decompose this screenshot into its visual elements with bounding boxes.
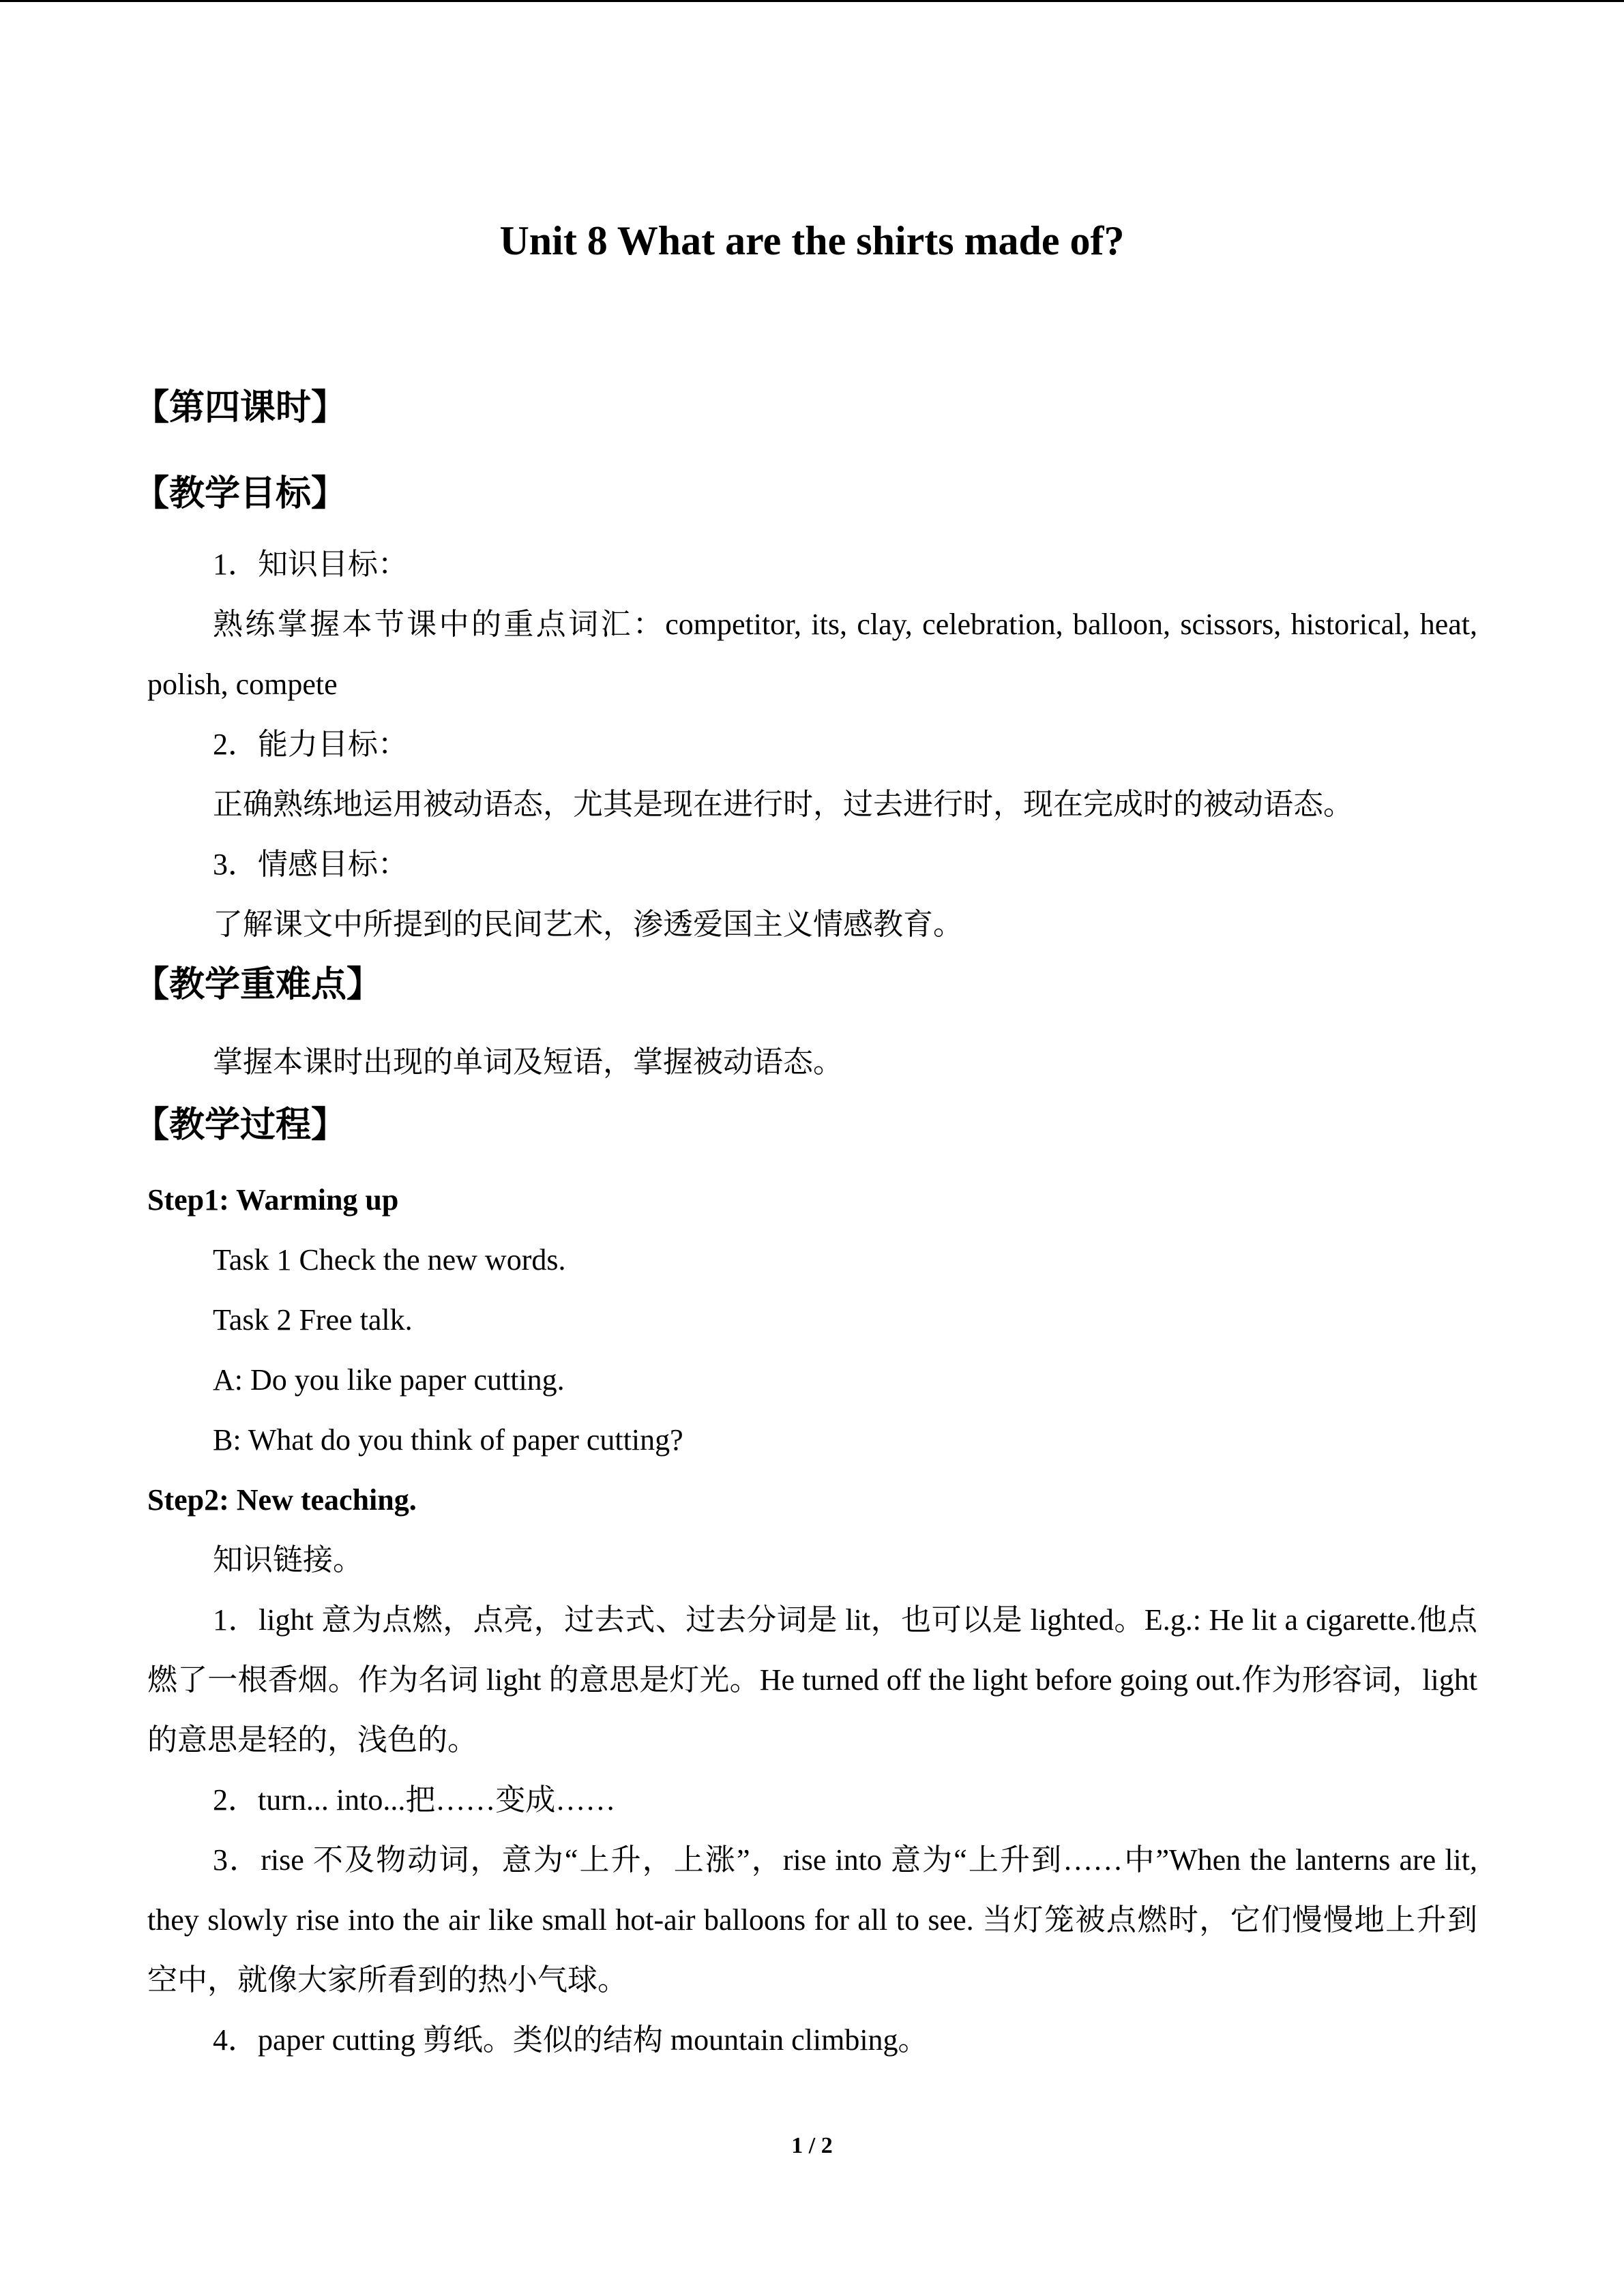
objective-knowledge-label: 1．知识目标： [213, 548, 408, 581]
step2-item-light: 1．light 意为点燃，点亮，过去式、过去分词是 lit，也可以是 lighted。E.g.: He lit a cigarette.他点燃了一根香烟。作为名词 light 的意思是灯光。He turned off the light before going out.作为形容词，light 的意思是轻的，浅色的。 [147, 1603, 1477, 1757]
step1-title: Step1: Warming up [147, 1183, 399, 1217]
step2-intro: 知识链接。 [213, 1543, 363, 1577]
step2-title: Step2: New teaching. [147, 1483, 417, 1517]
heading-key-points: 【教学重难点】 [134, 964, 383, 1005]
objective-ability-label: 2．能力目标： [213, 728, 408, 761]
objective-emotion-label: 3．情感目标： [213, 848, 408, 881]
step2-item-rise: 3．rise 不及物动词，意为“上升，上涨”，rise into 意为“上升到……中”When the lanterns are lit, they slowly rise into the air like small hot-air balloons for all to see. 当灯笼被点燃时，它们慢慢地上升到空中，就像大家所看到的热小气球。 [147, 1843, 1477, 1997]
heading-process: 【教学过程】 [134, 1105, 347, 1146]
heading-lesson: 【第四课时】 [134, 387, 347, 428]
page-indicator: 1 / 2 [791, 2133, 833, 2158]
step1-task1: Task 1 Check the new words. [213, 1243, 566, 1277]
step2-item-paper-cutting: 4．paper cutting 剪纸。类似的结构 mountain climbing。 [213, 2023, 928, 2057]
key-points-text: 掌握本课时出现的单词及短语，掌握被动语态。 [213, 1045, 843, 1079]
step1-line-b: B: What do you think of paper cutting? [213, 1423, 683, 1457]
objective-emotion-text: 了解课文中所提到的民间艺术，渗透爱国主义情感教育。 [213, 908, 963, 941]
document-body [134, 381, 1477, 2070]
step1-task2: Task 2 Free talk. [213, 1303, 413, 1337]
document-title: Unit 8 What are the shirts made of? [499, 218, 1125, 263]
heading-objectives: 【教学目标】 [134, 473, 347, 514]
step1-line-a: A: Do you like paper cutting. [213, 1363, 565, 1397]
objective-knowledge-text: 熟练掌握本节课中的重点词汇：competitor, its, clay, celebration, balloon, scissors, historical, heat, polish, compete [147, 608, 1477, 701]
objective-ability-text: 正确熟练地运用被动语态，尤其是现在进行时，过去进行时，现在完成时的被动语态。 [213, 788, 1353, 821]
step2-item-turn-into: 2．turn... into...把……变成…… [213, 1783, 616, 1817]
